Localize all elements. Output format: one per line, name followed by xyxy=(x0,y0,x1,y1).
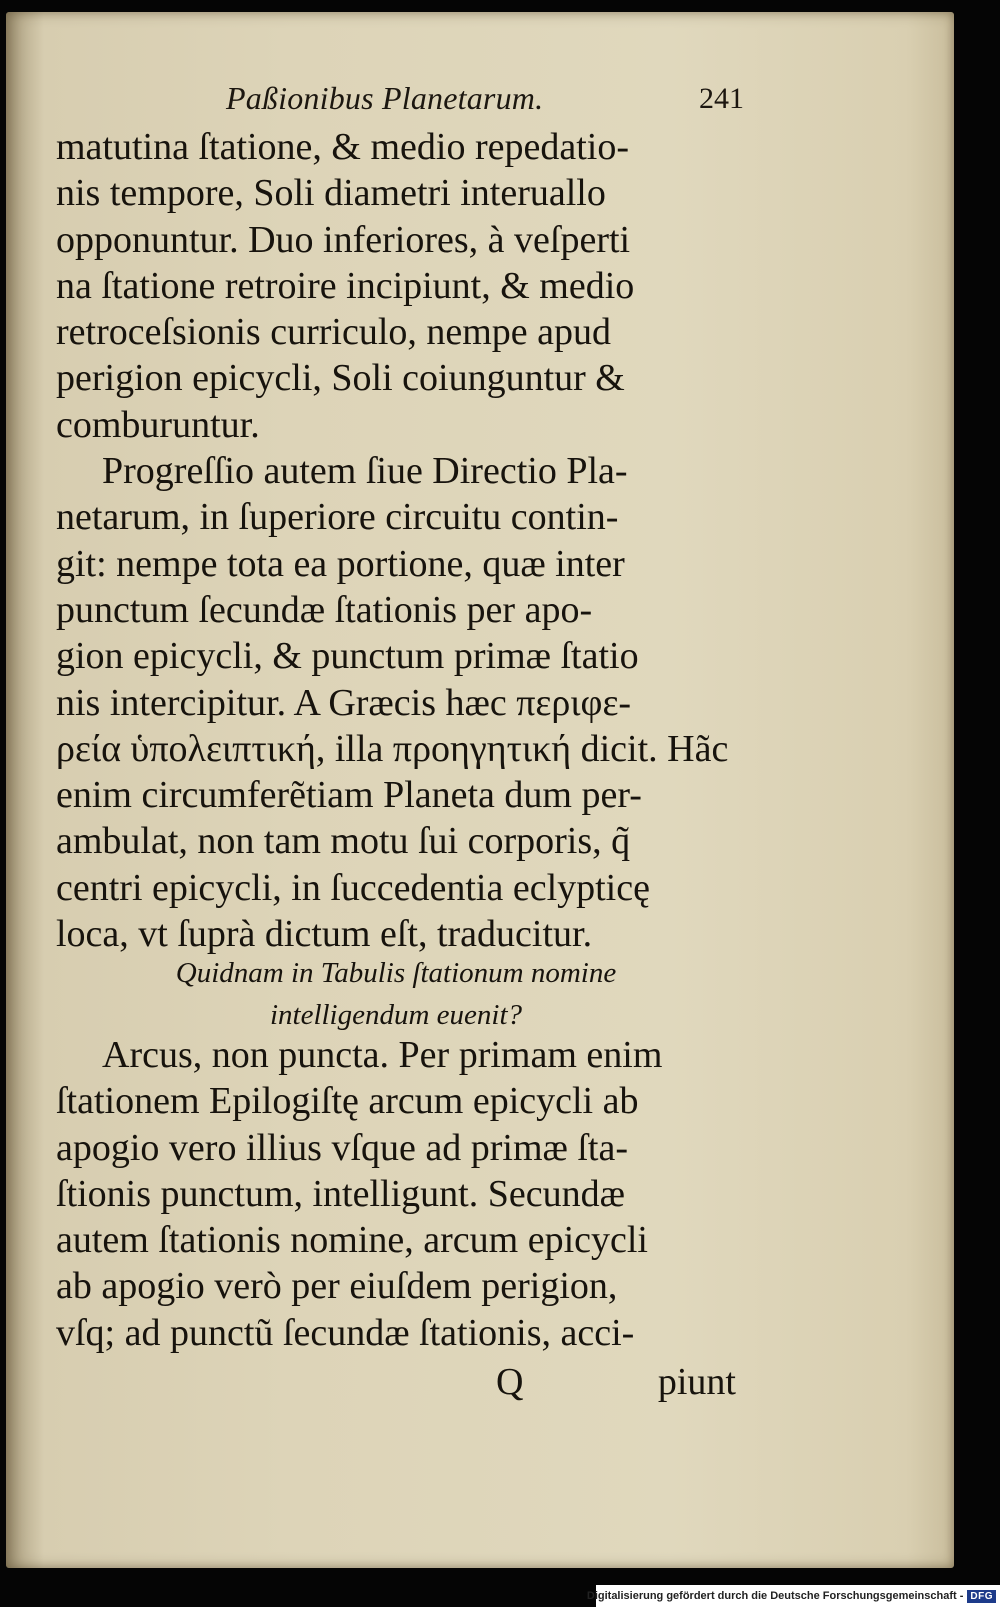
text-line: ρεία ὑπολειπτική, illa προηγητική dicit. Hãc xyxy=(56,727,729,770)
text-line: punctum ſecundæ ſtationis per apo- xyxy=(56,588,593,631)
page-header xyxy=(6,74,954,124)
running-title: Paßionibus Planetarum. xyxy=(226,80,544,116)
catchline xyxy=(56,1360,736,1410)
text-line: retroceſsionis curriculo, nempe apud xyxy=(56,311,612,354)
question-line: Quidnam in Tabulis ſtationum nomine xyxy=(175,957,617,989)
answer-text xyxy=(56,1032,736,1356)
text-line: ab apogio verò per eiuſdem perigion, xyxy=(56,1265,618,1308)
text-line: apogio vero illius vſque ad primæ ſta- xyxy=(56,1126,629,1169)
question-line: intelligendum euenit? xyxy=(269,999,523,1031)
text-line: autem ſtationis nomine, arcum epicycli xyxy=(56,1219,648,1262)
text-line: Progreſſio autem ſiue Directio Pla- xyxy=(102,450,628,493)
body-text xyxy=(56,124,736,957)
book-page xyxy=(6,12,954,1568)
digitization-credit: Digitalisierung gefördert durch die Deutsche Forschungsgemeinschaft - xyxy=(586,1590,964,1602)
text-line: centri epicycli, in ſuccedentia eclypticę xyxy=(56,866,650,909)
text-line: gion epicycli, & punctum primæ ſtatio xyxy=(56,635,639,678)
digitization-credit-bar xyxy=(586,1585,1000,1607)
text-line: git: nempe tota ea portione, quæ inter xyxy=(56,542,625,585)
text-line: ſtationem Epilogiſtę arcum epicycli ab xyxy=(56,1080,639,1123)
page-number: 241 xyxy=(699,82,744,115)
text-line: matutina ſtatione, & medio repedatio- xyxy=(56,126,629,168)
text-line: loca, vt ſuprà dictum eſt, traducitur. xyxy=(56,913,593,956)
text-line: perigion epicycli, Soli coiunguntur & xyxy=(56,357,625,400)
question-heading xyxy=(66,952,726,1036)
text-line: ambulat, non tam motu ſui corporis, q̃ xyxy=(56,820,631,863)
catchword: piunt xyxy=(657,1361,736,1403)
text-line: na ſtatione retroire incipiunt, & medio xyxy=(56,264,635,307)
dfg-logo: DFG xyxy=(967,1590,996,1603)
text-line: vſq; ad punctũ ſecundæ ſtationis, acci- xyxy=(56,1311,635,1354)
text-line: ſtionis punctum, intelligunt. Secundæ xyxy=(56,1172,625,1215)
text-line: nis intercipitur. A Græcis hæc περιφε- xyxy=(56,681,632,724)
text-line: Arcus, non puncta. Per primam enim xyxy=(102,1034,663,1076)
text-line: nis tempore, Soli diametri interuallo xyxy=(56,172,606,215)
signature-mark: Q xyxy=(496,1361,524,1403)
text-line: opponuntur. Duo inferiores, à veſperti xyxy=(56,218,631,261)
text-line: comburuntur. xyxy=(56,403,260,446)
text-line: netarum, in ſuperiore circuitu contin- xyxy=(56,496,619,539)
text-line: enim circumferẽtiam Planeta dum per- xyxy=(56,774,642,817)
